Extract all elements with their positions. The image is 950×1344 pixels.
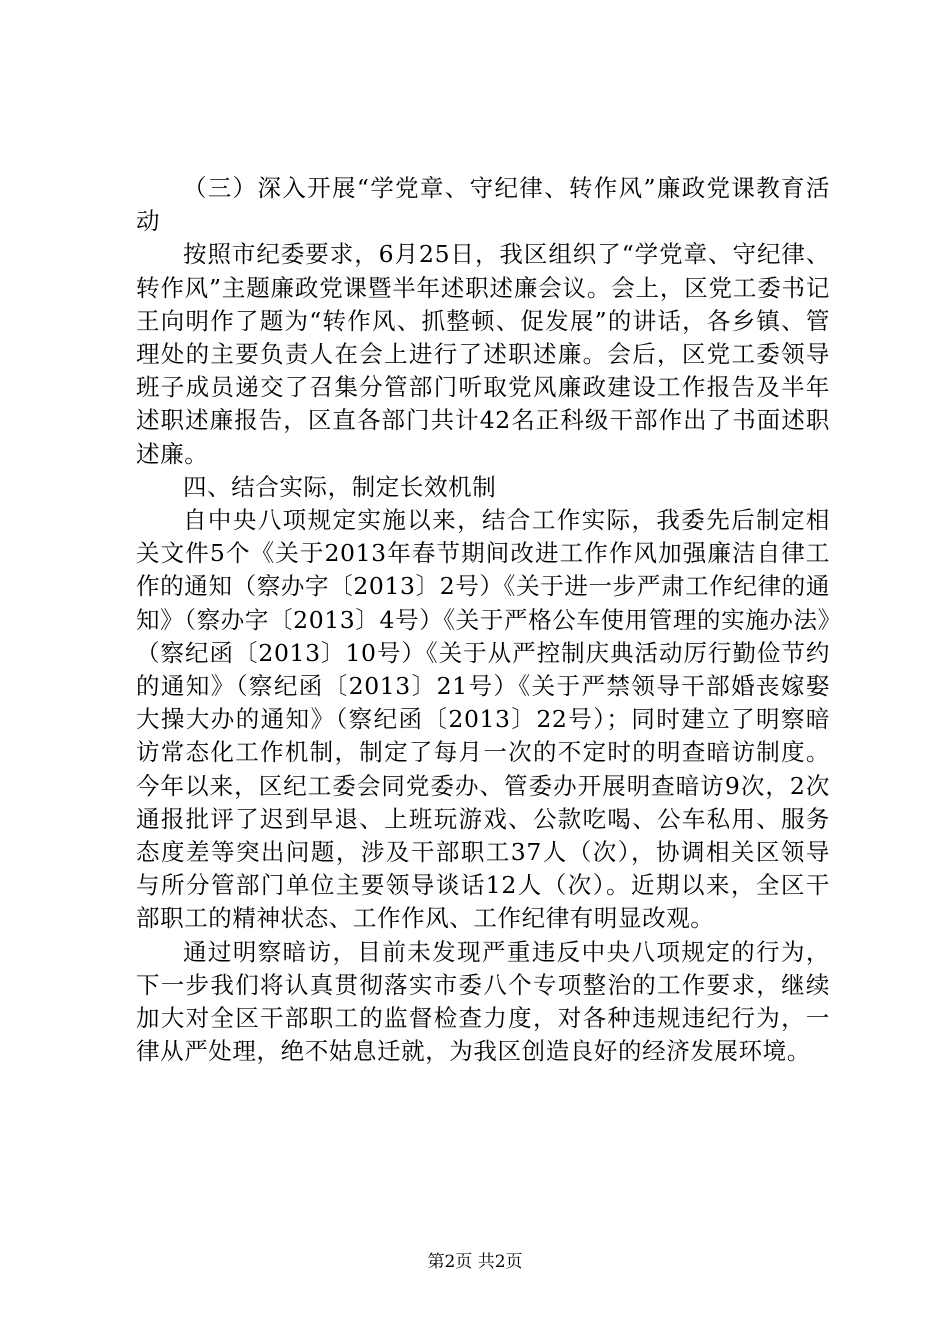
document-body (136, 172, 830, 1068)
page-number-footer: 第2页 共2页 (427, 1252, 523, 1272)
body-paragraph: 自中央八项规定实施以来，结合工作实际，我委先后制定相关文件5个《关于2013年春节期间改进工作作风加强廉洁自律工作的通知（察办字〔2013〕2号）《关于进一步严肃工作纪律的通知》（察办字〔2013〕4号）《关于严格公车使用管理的实施办法》（察纪函〔2013〕10号）《关于从严控制庆典活动厉行勤俭节约的通知》（察纪函〔2013〕21号）《关于严禁领导干部婚丧嫁娶大操大办的通知》（察纪函〔2013〕22号）；同时建立了明察暗访常态化工作机制，制定了每月一次的不定时的明查暗访制度。今年以来，区纪工委会同党委办、管委办开展明查暗访9次，2次通报批评了迟到早退、上班玩游戏、公款吃喝、公车私用、服务态度差等突出问题，涉及干部职工37人（次），协调相关区领导与所分管部门单位主要领导谈话12人（次）。近期以来，全区干部职工的精神状态、工作作风、工作纪律有明显改观。 (136, 506, 830, 933)
body-paragraph: 通过明察暗访，目前未发现严重违反中央八项规定的行为，下一步我们将认真贯彻落实市委八个专项整治的工作要求，继续加大对全区干部职工的监督检查力度，对各种违规违纪行为，一律从严处理，绝不姑息迁就，为我区创造良好的经济发展环境。 (136, 937, 830, 1066)
section-heading-4: 四、结合实际，制定长效机制 (183, 472, 497, 501)
section-heading-3: （三）深入开展“学党章、守纪律、转作风”廉政党课教育活动 (136, 174, 830, 236)
body-paragraph: 按照市纪委要求，6月25日，我区组织了“学党章、守纪律、转作风”主题廉政党课暨半年述职述廉会议。会上，区党工委书记王向明作了题为“转作风、抓整顿、促发展”的讲话，各乡镇、管理处的主要负责人在会上进行了述职述廉。会后，区党工委领导班子成员递交了召集分管部门听取党风廉政建设工作报告及半年述职述廉报告，区直各部门共计42名正科级干部作出了书面述职述廉。 (136, 240, 830, 468)
